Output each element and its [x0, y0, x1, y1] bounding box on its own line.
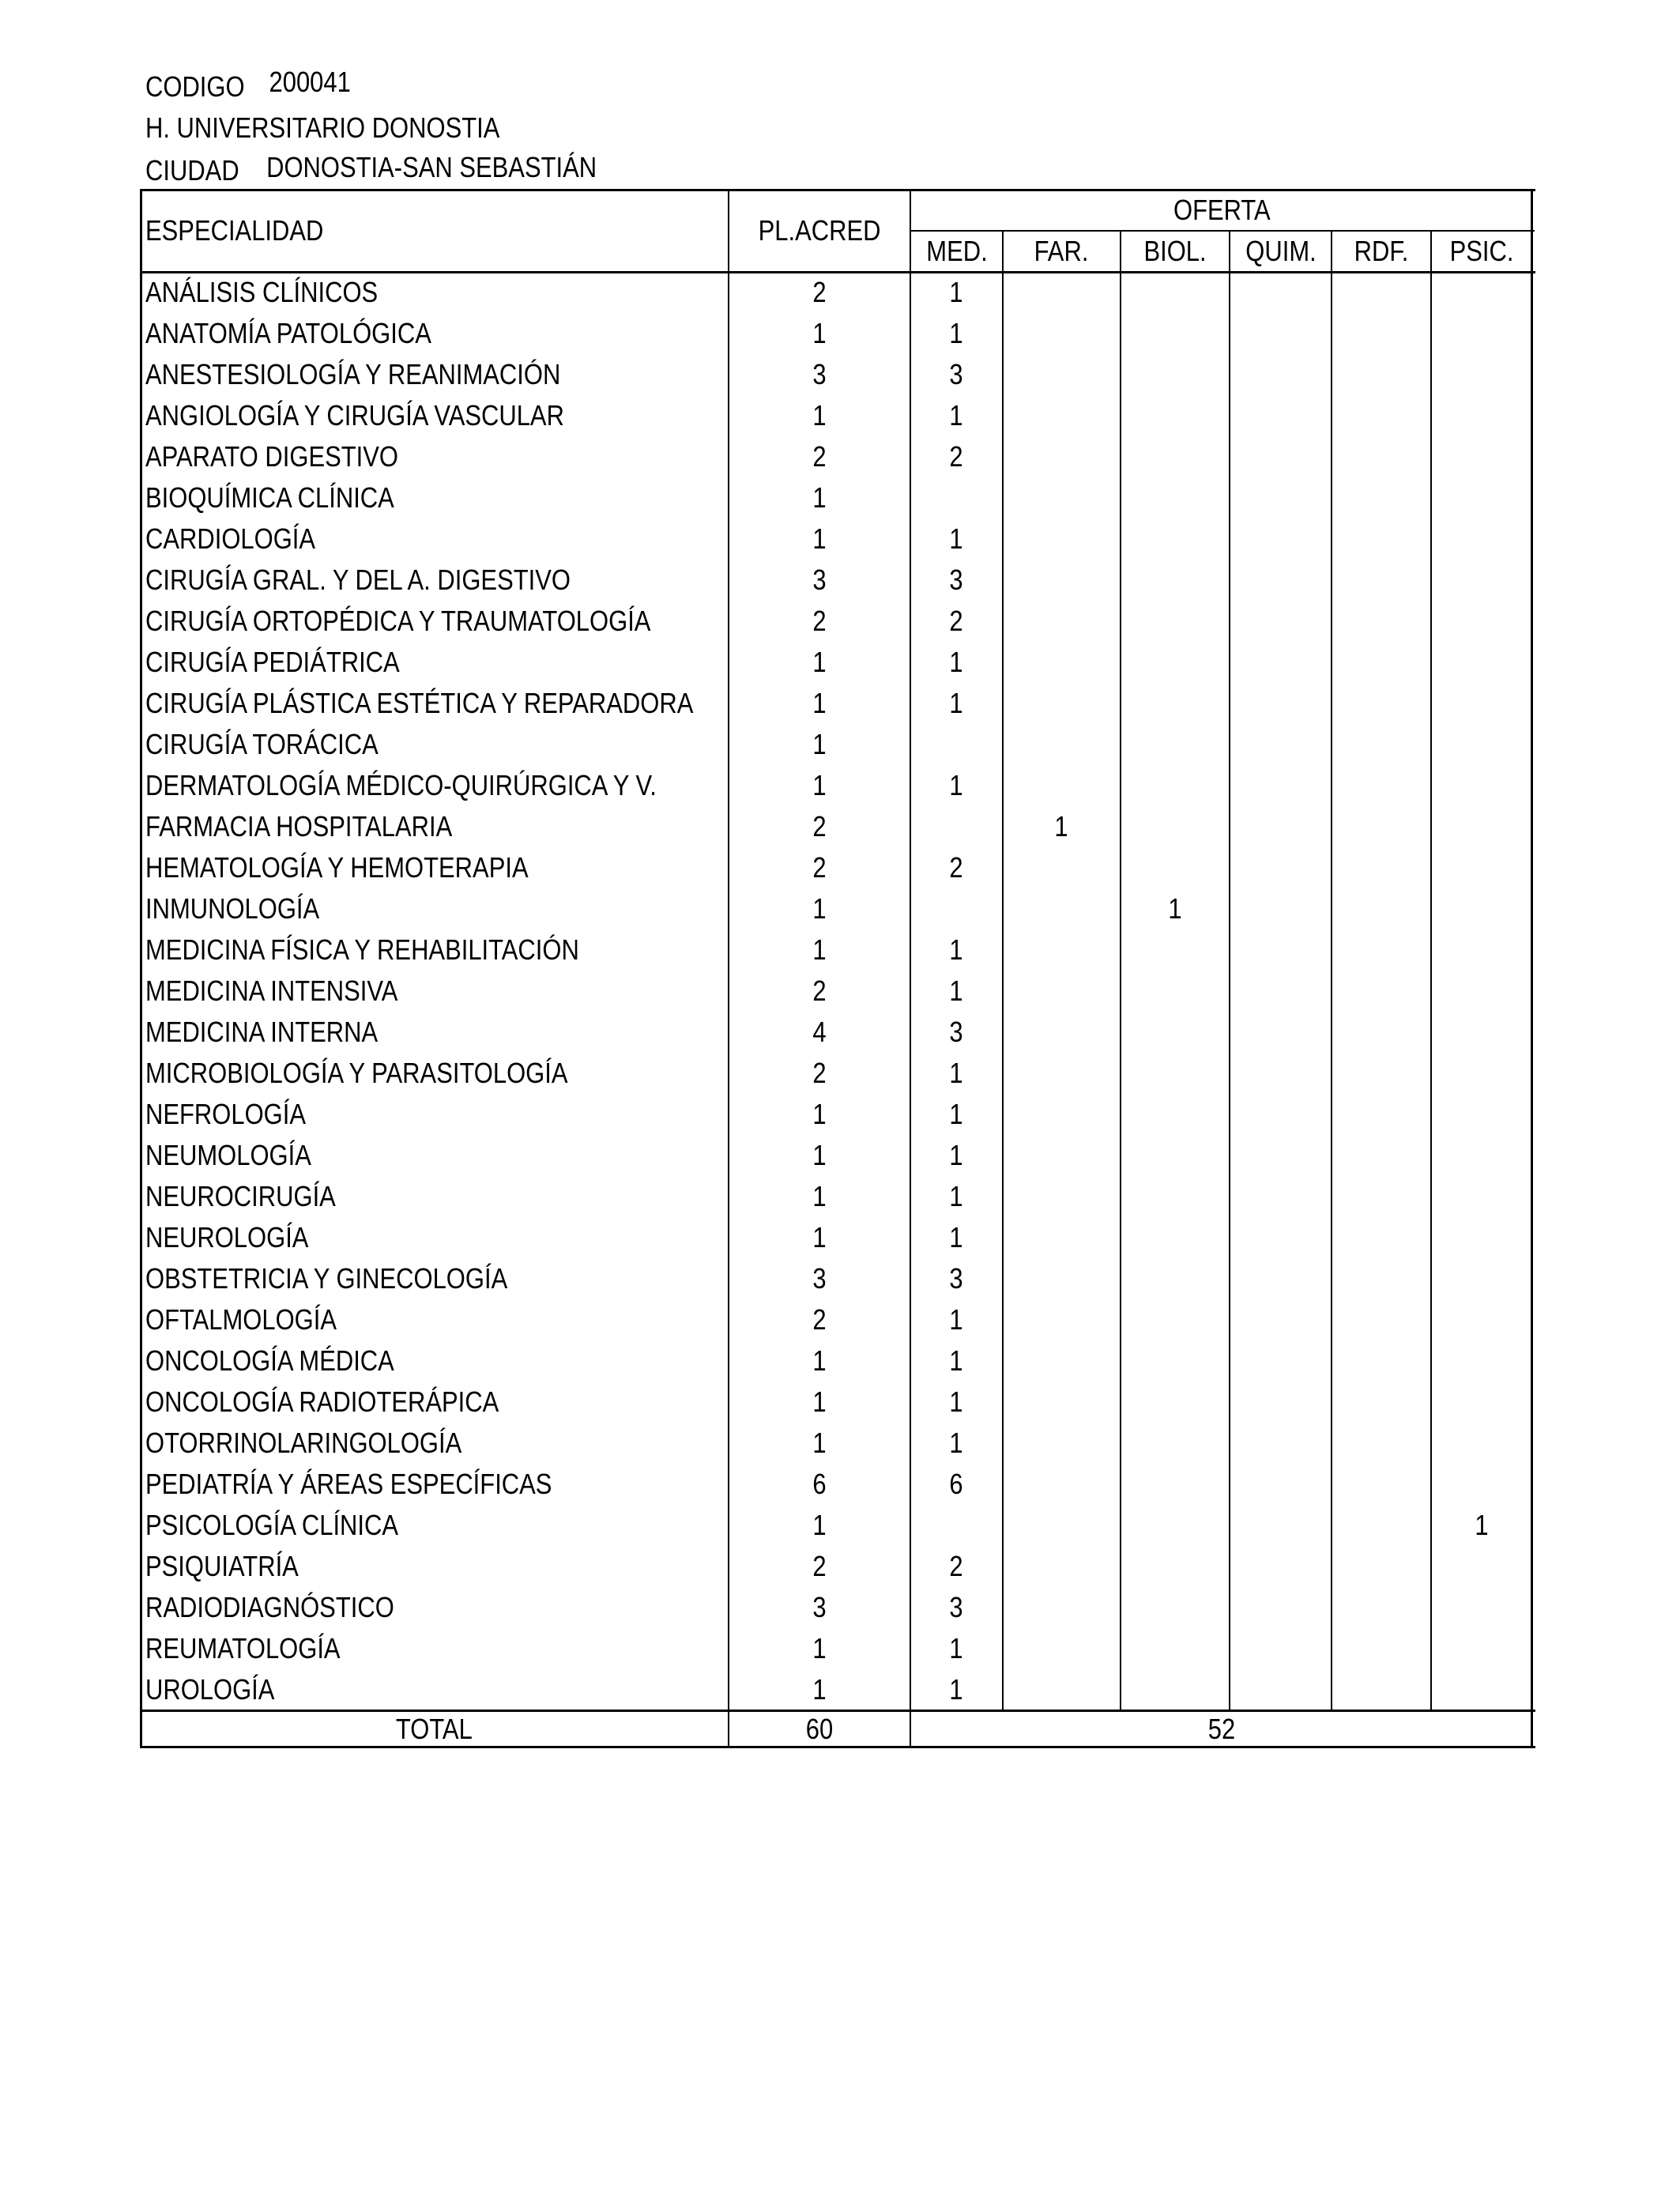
- row-20-especialidad-text: NEFROLOGÍA: [145, 1098, 307, 1130]
- row-31-especialidad: [140, 1546, 729, 1587]
- row-34-especialidad-text: UROLOGÍA: [145, 1673, 275, 1706]
- row-23-especialidad-text: NEUROLOGÍA: [145, 1221, 309, 1253]
- row-8-med-text: 2: [949, 605, 964, 637]
- row-5-especialidad: [140, 477, 729, 518]
- rule-col-placred: [728, 189, 729, 1748]
- row-7-med-text: 3: [949, 564, 964, 596]
- border-left: [140, 189, 142, 1748]
- row-16-especialidad-text: MEDICINA FÍSICA Y REHABILITACIÓN: [145, 933, 579, 966]
- row-20-med: [910, 1094, 1003, 1135]
- row-24-placred-text: 3: [812, 1262, 827, 1295]
- row-0-med-text: 1: [949, 276, 964, 308]
- row-32-especialidad: [140, 1587, 729, 1628]
- row-23-placred: [729, 1217, 910, 1258]
- row-7-placred-text: 3: [812, 564, 827, 596]
- row-12-placred-text: 1: [812, 769, 827, 801]
- row-23-placred-text: 1: [812, 1221, 827, 1253]
- row-4-med: [910, 436, 1003, 477]
- header-placred: [729, 189, 910, 272]
- row-19-med-text: 1: [949, 1057, 964, 1089]
- row-18-placred-text: 4: [812, 1016, 827, 1048]
- row-29-placred-text: 6: [812, 1468, 827, 1500]
- row-22-placred: [729, 1176, 910, 1217]
- row-13-placred-text: 2: [812, 810, 827, 843]
- row-10-placred-text: 1: [812, 687, 827, 719]
- header-psic: [1431, 231, 1533, 272]
- row-6-placred-text: 1: [812, 522, 827, 555]
- row-9-especialidad: [140, 642, 729, 683]
- header-especialidad-text: ESPECIALIDAD: [145, 214, 324, 247]
- header-far: [1003, 231, 1121, 272]
- row-0-placred: [729, 272, 910, 313]
- row-29-especialidad-text: PEDIATRÍA Y ÁREAS ESPECÍFICAS: [145, 1468, 552, 1500]
- row-26-placred-text: 1: [812, 1344, 827, 1377]
- row-2-especialidad-text: ANESTESIOLOGÍA Y REANIMACIÓN: [145, 358, 561, 390]
- row-30-especialidad-text: PSICOLOGÍA CLÍNICA: [145, 1509, 399, 1541]
- row-2-especialidad: [140, 354, 729, 395]
- border-bottom: [140, 1746, 1535, 1748]
- ciudad-value: DONOSTIA-SAN SEBASTIÁN: [266, 151, 597, 183]
- rule-col-sub-5: [1229, 231, 1230, 1711]
- codigo-label: CODIGO: [145, 70, 245, 103]
- row-26-especialidad-text: ONCOLOGÍA MÉDICA: [145, 1344, 394, 1377]
- row-27-especialidad-text: ONCOLOGÍA RADIOTERÁPICA: [145, 1385, 499, 1418]
- row-20-especialidad: [140, 1094, 729, 1135]
- row-11-especialidad-text: CIRUGÍA TORÁCICA: [145, 728, 379, 760]
- row-28-placred-text: 1: [812, 1427, 827, 1459]
- row-11-placred-text: 1: [812, 728, 827, 760]
- row-3-especialidad: [140, 395, 729, 436]
- row-29-placred: [729, 1464, 910, 1505]
- row-3-especialidad-text: ANGIOLOGÍA Y CIRUGÍA VASCULAR: [145, 399, 564, 432]
- row-34-placred-text: 1: [812, 1673, 827, 1706]
- hospital-name: H. UNIVERSITARIO DONOSTIA: [145, 111, 500, 144]
- row-34-placred: [729, 1669, 910, 1710]
- header-rdf: [1332, 231, 1431, 272]
- row-29-med: [910, 1464, 1003, 1505]
- row-33-med-text: 1: [949, 1632, 964, 1664]
- total-placred: [729, 1710, 910, 1748]
- total-placred-text: 60: [805, 1713, 834, 1745]
- codigo-line: [145, 66, 351, 104]
- row-31-placred-text: 2: [812, 1550, 827, 1582]
- row-24-med-text: 3: [949, 1262, 964, 1295]
- row-29-med-text: 6: [949, 1468, 964, 1500]
- row-32-especialidad-text: RADIODIAGNÓSTICO: [145, 1591, 394, 1623]
- row-4-med-text: 2: [949, 440, 964, 473]
- row-23-especialidad: [140, 1217, 729, 1258]
- ciudad-line: [145, 151, 597, 188]
- row-32-placred: [729, 1587, 910, 1628]
- row-26-med: [910, 1340, 1003, 1382]
- row-21-especialidad-text: NEUMOLOGÍA: [145, 1139, 311, 1171]
- row-32-med: [910, 1587, 1003, 1628]
- row-25-especialidad-text: OFTALMOLOGÍA: [145, 1303, 337, 1336]
- row-26-med-text: 1: [949, 1344, 964, 1377]
- row-10-especialidad: [140, 683, 729, 724]
- row-14-especialidad-text: HEMATOLOGÍA Y HEMOTERAPIA: [145, 851, 529, 884]
- row-15-especialidad: [140, 888, 729, 929]
- row-13-placred: [729, 806, 910, 847]
- row-18-especialidad-text: MEDICINA INTERNA: [145, 1016, 379, 1048]
- row-10-med-text: 1: [949, 687, 964, 719]
- row-24-especialidad-text: OBSTETRICIA Y GINECOLOGÍA: [145, 1262, 508, 1295]
- row-19-especialidad: [140, 1053, 729, 1094]
- rule-col-sub-4: [1120, 231, 1121, 1711]
- row-24-placred: [729, 1258, 910, 1299]
- row-34-med-text: 1: [949, 1673, 964, 1706]
- row-28-especialidad: [140, 1423, 729, 1464]
- header-biol-text: BIOL.: [1143, 235, 1207, 267]
- header-med: [910, 231, 1003, 272]
- row-27-med-text: 1: [949, 1385, 964, 1418]
- row-27-placred-text: 1: [812, 1385, 827, 1418]
- row-0-especialidad-text: ANÁLISIS CLÍNICOS: [145, 276, 379, 308]
- row-17-med: [910, 971, 1003, 1012]
- header-med-text: MED.: [925, 235, 988, 267]
- row-23-med: [910, 1217, 1003, 1258]
- row-14-med-text: 2: [949, 851, 964, 884]
- row-18-placred: [729, 1012, 910, 1053]
- row-0-med: [910, 272, 1003, 313]
- row-14-med: [910, 847, 1003, 888]
- row-1-med-text: 1: [949, 317, 964, 349]
- row-14-especialidad: [140, 847, 729, 888]
- row-12-med-text: 1: [949, 769, 964, 801]
- row-9-med: [910, 642, 1003, 683]
- row-9-especialidad-text: CIRUGÍA PEDIÁTRICA: [145, 646, 400, 678]
- total-oferta-text: 52: [1207, 1713, 1236, 1745]
- row-17-especialidad-text: MEDICINA INTENSIVA: [145, 974, 398, 1007]
- header-biol: [1121, 231, 1230, 272]
- row-12-placred: [729, 765, 910, 806]
- row-6-med: [910, 518, 1003, 560]
- row-26-especialidad: [140, 1340, 729, 1382]
- header-far-text: FAR.: [1034, 235, 1089, 267]
- row-28-placred: [729, 1423, 910, 1464]
- row-16-placred-text: 1: [812, 933, 827, 966]
- row-1-placred-text: 1: [812, 317, 827, 349]
- row-21-med: [910, 1135, 1003, 1176]
- row-3-med-text: 1: [949, 399, 964, 432]
- row-25-placred-text: 2: [812, 1303, 827, 1336]
- row-6-placred: [729, 518, 910, 560]
- row-17-placred-text: 2: [812, 974, 827, 1007]
- row-28-med: [910, 1423, 1003, 1464]
- rule-header-bottom: [140, 271, 1535, 273]
- row-8-placred: [729, 601, 910, 642]
- row-33-especialidad-text: REUMATOLOGÍA: [145, 1632, 341, 1664]
- row-13-far: [1003, 806, 1121, 847]
- row-25-med: [910, 1299, 1003, 1340]
- row-4-especialidad: [140, 436, 729, 477]
- header-rdf-text: RDF.: [1354, 235, 1409, 267]
- row-5-especialidad-text: BIOQUÍMICA CLÍNICA: [145, 481, 394, 514]
- row-28-med-text: 1: [949, 1427, 964, 1459]
- row-22-especialidad: [140, 1176, 729, 1217]
- row-7-especialidad-text: CIRUGÍA GRAL. Y DEL A. DIGESTIVO: [145, 564, 571, 596]
- row-6-especialidad: [140, 518, 729, 560]
- row-33-med: [910, 1628, 1003, 1669]
- row-27-placred: [729, 1382, 910, 1423]
- row-31-especialidad-text: PSIQUIATRÍA: [145, 1550, 299, 1582]
- row-23-med-text: 1: [949, 1221, 964, 1253]
- border-right: [1531, 189, 1533, 1748]
- rule-oferta-sub: [910, 230, 1535, 232]
- row-34-especialidad: [140, 1669, 729, 1710]
- row-8-med: [910, 601, 1003, 642]
- header-quim-text: QUIM.: [1245, 235, 1317, 267]
- row-6-med-text: 1: [949, 522, 964, 555]
- row-4-placred: [729, 436, 910, 477]
- row-25-placred: [729, 1299, 910, 1340]
- row-8-especialidad: [140, 601, 729, 642]
- header-especialidad: [140, 189, 729, 272]
- row-14-placred: [729, 847, 910, 888]
- row-32-placred-text: 3: [812, 1591, 827, 1623]
- row-9-med-text: 1: [949, 646, 964, 678]
- row-11-especialidad: [140, 724, 729, 765]
- row-24-especialidad: [140, 1258, 729, 1299]
- row-22-med-text: 1: [949, 1180, 964, 1212]
- row-0-especialidad: [140, 272, 729, 313]
- row-20-placred: [729, 1094, 910, 1135]
- row-22-placred-text: 1: [812, 1180, 827, 1212]
- row-12-especialidad: [140, 765, 729, 806]
- row-28-especialidad-text: OTORRINOLARINGOLOGÍA: [145, 1427, 462, 1459]
- row-15-especialidad-text: INMUNOLOGÍA: [145, 892, 320, 925]
- row-4-placred-text: 2: [812, 440, 827, 473]
- header-oferta: [910, 189, 1533, 231]
- row-15-biol: [1121, 888, 1230, 929]
- row-17-med-text: 1: [949, 974, 964, 1007]
- row-10-med: [910, 683, 1003, 724]
- row-15-placred-text: 1: [812, 892, 827, 925]
- row-1-especialidad-text: ANATOMÍA PATOLÓGICA: [145, 317, 431, 349]
- row-3-placred: [729, 395, 910, 436]
- row-7-placred: [729, 560, 910, 601]
- row-13-especialidad-text: FARMACIA HOSPITALARIA: [145, 810, 453, 843]
- row-17-especialidad: [140, 971, 729, 1012]
- row-33-placred: [729, 1628, 910, 1669]
- row-3-med: [910, 395, 1003, 436]
- row-21-med-text: 1: [949, 1139, 964, 1171]
- row-13-far-text: 1: [1054, 810, 1069, 843]
- row-10-especialidad-text: CIRUGÍA PLÁSTICA ESTÉTICA Y REPARADORA: [145, 687, 694, 719]
- row-31-med-text: 2: [949, 1550, 964, 1582]
- row-20-placred-text: 1: [812, 1098, 827, 1130]
- total-label: [140, 1710, 729, 1748]
- row-9-placred: [729, 642, 910, 683]
- header-oferta-text: OFERTA: [1173, 194, 1271, 226]
- rule-col-sub-7: [1430, 231, 1432, 1711]
- row-18-med: [910, 1012, 1003, 1053]
- row-27-med: [910, 1382, 1003, 1423]
- row-21-placred: [729, 1135, 910, 1176]
- row-8-placred-text: 2: [812, 605, 827, 637]
- row-19-placred: [729, 1053, 910, 1094]
- row-0-placred-text: 2: [812, 276, 827, 308]
- row-11-placred: [729, 724, 910, 765]
- rule-col-sub-3: [1002, 231, 1004, 1711]
- row-2-placred-text: 3: [812, 358, 827, 390]
- row-4-especialidad-text: APARATO DIGESTIVO: [145, 440, 398, 473]
- row-17-placred: [729, 971, 910, 1012]
- total-label-text: TOTAL: [396, 1713, 473, 1745]
- row-1-placred: [729, 313, 910, 354]
- row-7-med: [910, 560, 1003, 601]
- row-12-especialidad-text: DERMATOLOGÍA MÉDICO-QUIRÚRGICA Y V.: [145, 769, 657, 801]
- rule-col-oferta: [910, 189, 911, 1748]
- row-12-med: [910, 765, 1003, 806]
- row-18-especialidad: [140, 1012, 729, 1053]
- row-18-med-text: 3: [949, 1016, 964, 1048]
- plazas-table: [140, 189, 1533, 1748]
- row-30-placred-text: 1: [812, 1509, 827, 1541]
- row-7-especialidad: [140, 560, 729, 601]
- row-19-med: [910, 1053, 1003, 1094]
- row-9-placred-text: 1: [812, 646, 827, 678]
- row-13-especialidad: [140, 806, 729, 847]
- row-26-placred: [729, 1340, 910, 1382]
- row-27-especialidad: [140, 1382, 729, 1423]
- row-15-biol-text: 1: [1168, 892, 1182, 925]
- total-oferta: [910, 1710, 1533, 1748]
- row-3-placred-text: 1: [812, 399, 827, 432]
- row-10-placred: [729, 683, 910, 724]
- row-24-med: [910, 1258, 1003, 1299]
- row-30-especialidad: [140, 1505, 729, 1546]
- rule-body-bottom: [140, 1710, 1535, 1712]
- border-top: [140, 189, 1535, 191]
- row-2-placred: [729, 354, 910, 395]
- row-21-placred-text: 1: [812, 1139, 827, 1171]
- row-14-placred-text: 2: [812, 851, 827, 884]
- row-15-placred: [729, 888, 910, 929]
- row-30-placred: [729, 1505, 910, 1546]
- row-31-placred: [729, 1546, 910, 1587]
- header-placred-text: PL.ACRED: [758, 214, 881, 247]
- row-16-med-text: 1: [949, 933, 964, 966]
- row-29-especialidad: [140, 1464, 729, 1505]
- row-22-especialidad-text: NEUROCIRUGÍA: [145, 1180, 336, 1212]
- row-6-especialidad-text: CARDIOLOGÍA: [145, 522, 316, 555]
- row-8-especialidad-text: CIRUGÍA ORTOPÉDICA Y TRAUMATOLOGÍA: [145, 605, 651, 637]
- row-34-med: [910, 1669, 1003, 1710]
- row-33-especialidad: [140, 1628, 729, 1669]
- row-16-med: [910, 929, 1003, 971]
- row-5-placred: [729, 477, 910, 518]
- row-32-med-text: 3: [949, 1591, 964, 1623]
- header-quim: [1230, 231, 1332, 272]
- row-5-placred-text: 1: [812, 481, 827, 514]
- row-1-especialidad: [140, 313, 729, 354]
- row-16-especialidad: [140, 929, 729, 971]
- row-21-especialidad: [140, 1135, 729, 1176]
- row-30-psic: [1431, 1505, 1533, 1546]
- ciudad-label: CIUDAD: [145, 154, 239, 187]
- codigo-value: 200041: [269, 66, 351, 98]
- header-psic-text: PSIC.: [1450, 235, 1514, 267]
- row-25-med-text: 1: [949, 1303, 964, 1336]
- row-16-placred: [729, 929, 910, 971]
- row-20-med-text: 1: [949, 1098, 964, 1130]
- row-33-placred-text: 1: [812, 1632, 827, 1664]
- row-25-especialidad: [140, 1299, 729, 1340]
- row-19-especialidad-text: MICROBIOLOGÍA Y PARASITOLOGÍA: [145, 1057, 568, 1089]
- row-31-med: [910, 1546, 1003, 1587]
- row-30-psic-text: 1: [1475, 1509, 1490, 1541]
- row-22-med: [910, 1176, 1003, 1217]
- row-2-med: [910, 354, 1003, 395]
- row-19-placred-text: 2: [812, 1057, 827, 1089]
- row-2-med-text: 3: [949, 358, 964, 390]
- row-1-med: [910, 313, 1003, 354]
- rule-col-sub-6: [1331, 231, 1332, 1711]
